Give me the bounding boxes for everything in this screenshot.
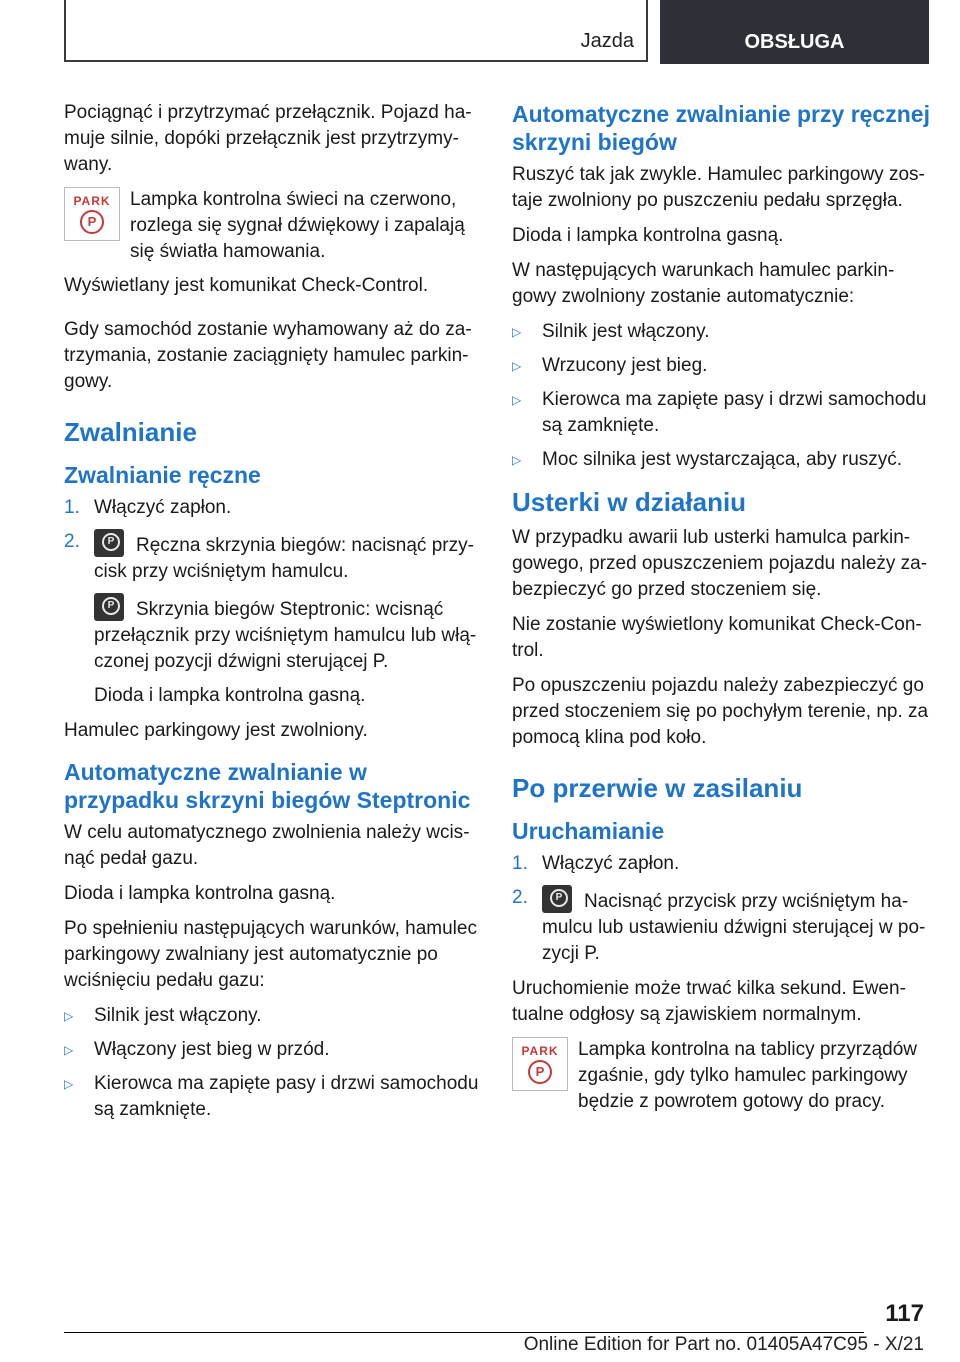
list-item [64,529,482,585]
indicator-note [512,1037,930,1115]
list-text: Wrzucony jest bieg. [542,355,708,376]
page-number: 117 [885,1300,924,1327]
bullet-list [512,319,930,473]
list-continuation [64,593,482,675]
page-header [64,0,929,64]
heading-power-interruption: Po przerwie w zasilaniu [512,773,803,803]
paragraph: Uruchomienie może trwać kilka sekund. Ewentualne odgłosy są zjawiskiem normalnym. [512,978,906,1025]
list-item [512,387,930,439]
parking-brake-button-icon [94,529,124,557]
indicator-text: Lampka kontrolna świeci na czerwono, rozlega się sygnał dźwiękowy i zapalają się światła hamowania. [130,189,465,262]
paragraph: Wyświetlany jest komunikat Check-Control. [64,275,429,296]
footer-divider [64,1332,864,1333]
right-column [512,100,930,1123]
numbered-list [64,495,482,709]
list-item [512,447,930,473]
paragraph: W następujących warunkach hamulec parkingowy zwolniony zostanie automatycznie: [512,260,895,307]
list-text: Włączyć zapłon. [94,497,232,518]
list-number: 2. [64,531,80,552]
paragraph: Ruszyć tak jak zwykle. Hamulec parkingowy zostaje zwolniony po puszczeniu pedału sprzęgła. [512,164,925,211]
numbered-list [512,851,930,967]
left-column [64,100,482,1131]
list-item [512,851,930,877]
bullet-list [64,1003,482,1123]
bullet-triangle-icon: ▷ [64,1043,74,1057]
parking-brake-button-icon [94,593,124,621]
list-text: Skrzynia biegów Steptronic: wcisnąć przełącznik przy wciśniętym hamulcu lub włączonej pozycji dźwigni sterującej P. [94,599,477,672]
list-number: 2. [512,887,528,908]
list-text: Moc silnika jest wystarczająca, aby ruszyć. [542,449,903,470]
heading-malfunction: Usterki w działaniu [512,487,747,517]
heading-auto-release-manual: Automatyczne zwalnianie przy ręcznej skrzyni biegów [512,101,930,155]
bullet-triangle-icon: ▷ [512,325,522,339]
paragraph: Pociągnąć i przytrzymać przełącznik. Pojazd hamuje silnie, dopóki przełącznik jest przytrzymywany. [64,102,472,175]
list-text: Silnik jest włączony. [94,1005,262,1026]
list-text: Nacisnąć przycisk przy wciśniętym hamulcu lub ustawieniu dźwigni sterującej w pozycji P. [542,891,926,964]
list-text: Silnik jest włączony. [542,321,710,342]
list-continuation: Dioda i lampka kontrolna gasną. [94,685,366,706]
park-label: PARK [521,1043,559,1058]
section-title: Jazda [580,30,634,52]
bullet-triangle-icon: ▷ [512,393,522,407]
indicator-note [64,187,482,265]
paragraph: Gdy samochód zostanie wyhamowany aż do zatrzymania, zostanie zaciągnięty hamulec parkingowy. [64,319,472,392]
list-item [64,1003,482,1029]
park-brake-indicator-icon [64,187,120,241]
heading-manual-release: Zwalnianie ręczne [64,462,261,488]
bullet-triangle-icon: ▷ [512,359,522,373]
list-text: Włączyć zapłon. [542,853,680,874]
paragraph: Po spełnieniu następujących warunków, hamulec parkingowy zwalniany jest automatycznie po wciśnięciu pedału gazu: [64,918,477,991]
heading-startup: Uruchamianie [512,818,665,844]
paragraph: W celu automatycznego zwolnienia należy wcisnąć pedał gazu. [64,822,470,869]
list-text: Kierowca ma zapięte pasy i drzwi samochodu są zamknięte. [94,1073,479,1120]
list-number: 1. [512,853,528,874]
edition-note: Online Edition for Part no. 01405A47C95 - X/21 [523,1334,924,1355]
bullet-triangle-icon: ▷ [64,1009,74,1023]
list-text-wrap [542,885,930,967]
header-frame [64,0,648,62]
parking-brake-button-icon [542,885,572,913]
park-brake-indicator-icon [512,1037,568,1091]
list-item [64,1071,482,1123]
list-text: Kierowca ma zapięte pasy i drzwi samochodu są zamknięte. [542,389,927,436]
paragraph: Hamulec parkingowy jest zwolniony. [64,720,368,741]
bullet-triangle-icon: ▷ [512,453,522,467]
list-text: Włączony jest bieg w przód. [94,1039,330,1060]
paragraph: Nie zostanie wyświetlony komunikat Check-Control. [512,614,922,661]
bullet-triangle-icon: ▷ [64,1077,74,1091]
list-item [64,1037,482,1063]
paragraph: W przypadku awarii lub usterki hamulca parkingowego, przed opuszczeniem pojazdu należy zabezpieczyć go przed stoczeniem się. [512,527,928,600]
paragraph: Po opuszczeniu pojazdu należy zabezpieczyć go przed stoczeniem się po pochyłym terenie, np. za pomocą klina pod koło. [512,675,929,748]
park-label: PARK [73,193,111,208]
paragraph: Dioda i lampka kontrolna gasną. [512,225,784,246]
heading-auto-release-steptronic: Automatyczne zwalnianie w przypadku skrzyni biegów Steptronic [64,759,471,813]
list-item [512,319,930,345]
list-text: Ręczna skrzynia biegów: nacisnąć przycisk przy wciśniętym hamulcu. [94,535,474,582]
indicator-text: Lampka kontrolna na tablicy przyrządów zgaśnie, gdy tylko hamulec parkingowy będzie z powrotem gotowy do pracy. [578,1039,918,1112]
list-item [64,495,482,521]
list-item [512,885,930,967]
park-symbol: P [80,210,104,234]
park-symbol: P [528,1060,552,1084]
chapter-tab: OBSŁUGA [660,0,929,64]
paragraph: Dioda i lampka kontrolna gasną. [64,883,336,904]
list-number: 1. [64,497,80,518]
heading-release: Zwalnianie [64,417,197,447]
list-text-wrap [94,529,482,585]
list-item [512,353,930,379]
